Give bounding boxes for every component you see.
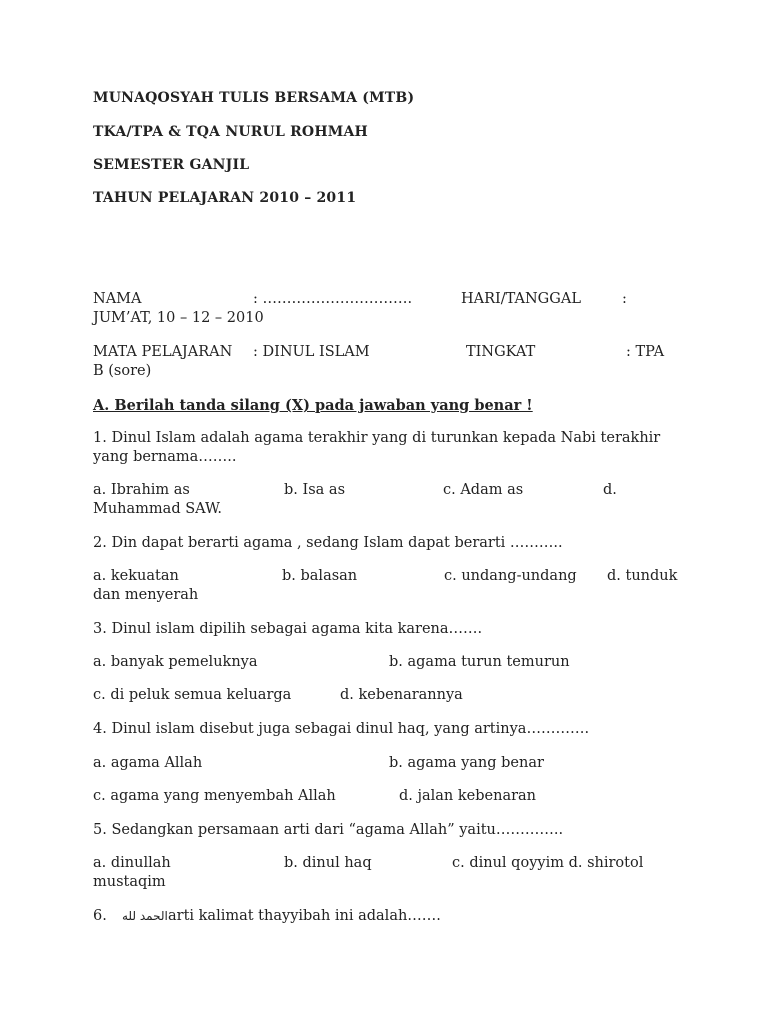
- hari-label: HARI/TANGGAL: [461, 291, 581, 307]
- q1-option-d: d.: [603, 482, 617, 498]
- question-3: 3. Dinul islam dipilih sebagai agama kita karena…….: [93, 621, 483, 637]
- question-4: 4. Dinul islam disebut juga sebagai dinul haq, yang artinya………….: [93, 721, 590, 737]
- hari-colon: :: [622, 291, 627, 307]
- q2-option-a: a. kekuatan: [93, 568, 179, 584]
- q3-option-c: c. di peluk semua keluarga: [93, 687, 292, 703]
- question-2: 2. Din dapat berarti agama , sedang Islam dapat berarti ………..: [93, 535, 563, 551]
- q5-option-b: b. dinul haq: [284, 855, 372, 871]
- section-a-instruction: A. Berilah tanda silang (X) pada jawaban yang benar !: [93, 397, 533, 414]
- header-semester: SEMESTER GANJIL: [93, 157, 250, 173]
- question-6-arabic: الحمد لله: [122, 909, 168, 923]
- question-1: 1. Dinul Islam adalah agama terakhir yang di turunkan kepada Nabi terakhir yang bernama……..: [93, 430, 661, 465]
- q4-option-b: b. agama yang benar: [389, 755, 544, 771]
- q5-option-d-cont: mustaqim: [93, 874, 166, 890]
- q2-option-d: d. tunduk: [607, 568, 678, 584]
- nama-label: NAMA: [93, 291, 142, 307]
- q1-option-a: a. Ibrahim as: [93, 482, 190, 498]
- q3-option-a: a. banyak pemeluknya: [93, 654, 258, 670]
- header-school: TKA/TPA & TQA NURUL ROHMAH: [93, 124, 368, 140]
- question-5: 5. Sedangkan persamaan arti dari “agama Allah” yaitu…………..: [93, 822, 564, 838]
- q4-option-a: a. agama Allah: [93, 755, 203, 771]
- q1-option-d-cont: Muhammad SAW.: [93, 501, 222, 517]
- tingkat-value-cont: B (sore): [93, 363, 152, 379]
- q2-option-c: c. undang-undang: [444, 568, 577, 584]
- nama-value: : ………………………….: [253, 291, 413, 307]
- mapel-label: MATA PELAJARAN: [93, 344, 233, 360]
- q1-option-c: c. Adam as: [443, 482, 524, 498]
- q3-option-d: d. kebenarannya: [340, 687, 463, 703]
- q4-option-d: d. jalan kebenaran: [399, 788, 536, 804]
- q1-option-b: b. Isa as: [284, 482, 346, 498]
- q4-option-c: c. agama yang menyembah Allah: [93, 788, 336, 804]
- header-year: TAHUN PELAJARAN 2010 – 2011: [93, 190, 357, 206]
- mapel-value: : DINUL ISLAM: [253, 344, 370, 360]
- header-title: MUNAQOSYAH TULIS BERSAMA (MTB): [93, 90, 415, 106]
- question-6-number: 6.: [93, 908, 107, 924]
- q5-option-a: a. dinullah: [93, 855, 171, 871]
- tingkat-value: : TPA: [626, 344, 665, 360]
- q2-option-d-cont: dan menyerah: [93, 587, 199, 603]
- hari-value: JUM’AT, 10 – 12 – 2010: [93, 310, 264, 326]
- q5-option-c: c. dinul qoyyim d. shirotol: [452, 855, 644, 871]
- q2-option-b: b. balasan: [282, 568, 358, 584]
- tingkat-label: TINGKAT: [466, 344, 536, 360]
- question-6: arti kalimat thayyibah ini adalah…….: [168, 908, 441, 924]
- q3-option-b: b. agama turun temurun: [389, 654, 570, 670]
